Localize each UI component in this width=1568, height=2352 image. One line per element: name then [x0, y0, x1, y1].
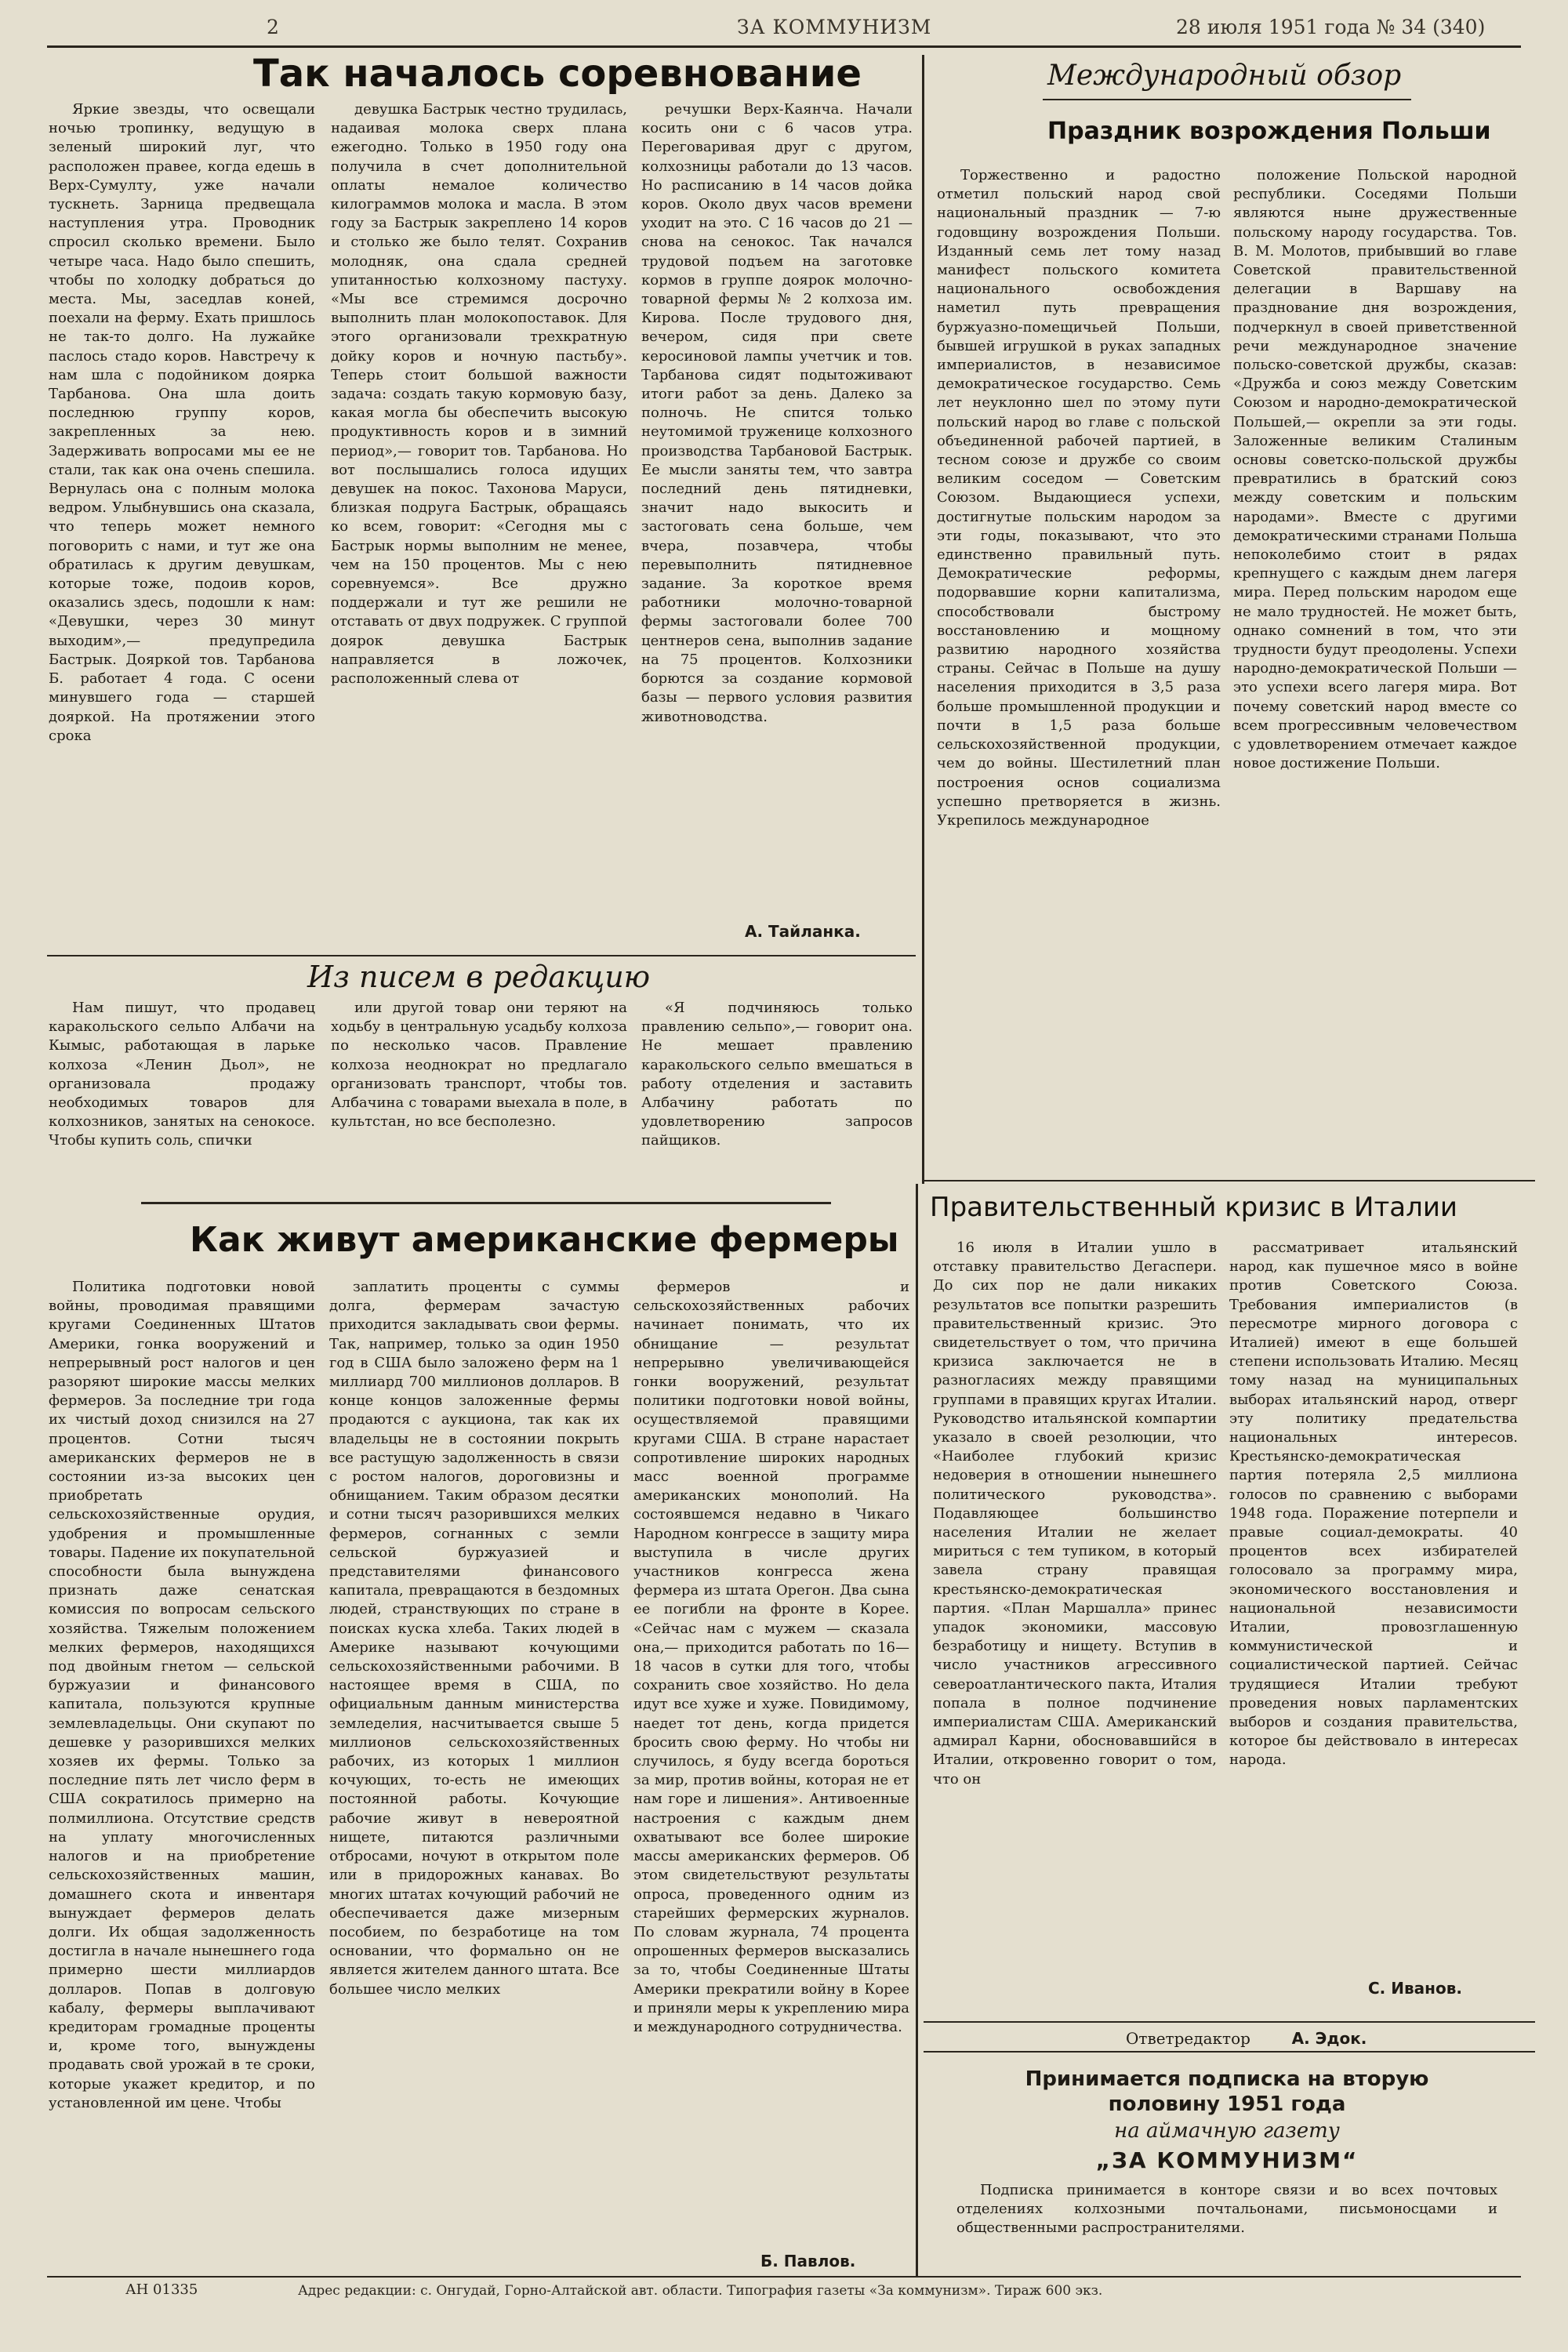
issue-date: 28 июля 1951 года № 34 (340) — [1176, 16, 1486, 38]
page-number: 2 — [267, 16, 279, 38]
editor-name: А. Эдок. — [1291, 2029, 1367, 2048]
italy-col2 — [1229, 1239, 1518, 1968]
letters-col2-text: или другой товар они теряют на ходьбу в центральную усадьбу колхоза по несколько часов. Правление колхоза неоднократ но предлагало организовать транспорт, чтобы тов. Албачина с товарами выехала в поле, в культстан, но все бесполезно. — [331, 1000, 627, 1131]
article2-col2-text: заплатить проценты с суммы долга, фермерам зачастую приходится закладывать свои фермы. Так, например, только за один 1950 год в США было заложено ферм на 1 миллиард 700 миллионов долларов. В конце концов заложенные фермы продаются с аукциона, так как их владельцы не в состоянии покрыть все растущую задолженность в связи с ростом налогов, дороговизны и обнищанием. Таким образом десятки и сотни тысяч разорившихся мелких фермеров, согнанных с земли сельской буржуазией и представителями финансового капитала, превращаются в бездомных людей, странствующих по стране в поисках куска хлеба. Таких людей в Америке называют кочующими сельскохозяйственными рабочими. В настоящее время в США, по официальным данным министерства земледелия, насчитывается свыше 5 миллионов сельскохозяйственных рабочих, из которых 1 миллион кочующих, то-есть не имеющих постоянной работы. Кочующие рабочие живут в невероятной нищете, питаются различными отбросами, ночуют в открытом поле или в придорожных канавах. Во многих штатах кочующий рабочий не обеспечивается даже мизерным пособием, по безработице на том основании, что формально он не является жителем данного штата. Все большее число мелких — [329, 1279, 619, 1998]
review-col2-text: положение Польской народной республики. Соседями Польши являются ныне дружественные польскому народу государства. Тов. В. М. Молотов, прибывший во главе Советской правительственной делегации в Варшаву на празднование дня возрождения, подчеркнул в своей приветственной речи международное значение польско-советской дружбы, сказав: «Дружба и союз между Советским Союзом и народно-демократической Польшей,— окрепли за эти годы. Заложенные великим Сталиным основы советско-польской дружбы превратились в братский союз между советским и польским народами». Вместе с другими демократическими странами Польша непоколебимо стоит в рядах крепнущего с каждым днем лагеря мира. Перед польским народом еще не мало трудностей. Не может быть, однако сомнений в том, что эти трудности будут преодолены. Успехи народно-демократической Польши — это успехи всего лагеря мира. Вот почему советский народ вместе со всем прогрессивным человечеством с удовлетворением отмечает каждое новое достижение Польши. — [1233, 167, 1517, 772]
article1-title: Так началось соревнование — [253, 52, 862, 96]
editor-label: Ответредактор — [1126, 2029, 1250, 2048]
italy-col2-text: рассматривает итальянский народ, как пушечное мясо в войне против Советского Союза. Требования империалистов (в пересмотре мирного договора с Италией) имеют в еще большей степени использовать Италию. Месяц тому назад на муниципальных выборах итальянский народ, отверг эту политику предательства национальных интересов. Крестьянско-демократическая партия потеряла 2,5 миллиона голосов по сравнению с выборами 1948 года. Поражение потерпели и правые социал-демократы. 40 процентов всех избирателей голосовало за программу мира, экономического восстановления и национальной независимости Италии, провозглашенную коммунистической и социалистической партией. Сейчас трудящиеся Италии требуют проведения новых парламентских выборов и создания правительства, которое бы действовало в интересах народа. — [1229, 1240, 1518, 1769]
letters-title: Из писем в редакцию — [307, 960, 651, 994]
rule-above-editor — [924, 2021, 1535, 2023]
letters-col3 — [641, 999, 913, 1187]
rule-above-footer — [47, 2276, 1521, 2278]
italy-col1 — [933, 1239, 1217, 2015]
review-col1-text: Торжественно и радостно отметил польский народ свой национальный праздник — 7-ю годовщину возрождения Польши. Изданный семь лет тому назад манифест польского комитета национального освобождения наметил путь превращения буржуазно-помещичьей Польши, бывшей игрушкой в руках западных империалистов, в независимое демократическое государство. Семь лет неуклонно шел по этому пути польский народ во главе с польской объединенной рабочей партией, в тесном союзе и дружбе со своим великим соседом — Советским Союзом. Выдающиеся успехи, достигнутые польским народом за эти годы, показывают, что это единственно правильный путь. Демократические реформы, подорвавшие корни капитализма, способствовали быстрому восстановлению и мощному развитию народного хозяйства страны. Сейчас в Польше на душу населения приходится в 3,5 раза больше промышленной продукции и почти в 1,5 раза больше сельскохозяйственной продукции, чем до войны. Шестилетний план построения основ социализма успешно претворяется в жизнь. Укрепилось международное — [937, 167, 1221, 829]
subscription-ad — [933, 2067, 1521, 2272]
rule-under-letters — [141, 1202, 831, 1204]
rule-below-editor — [924, 2051, 1535, 2053]
letters-col1 — [49, 999, 315, 1187]
article1-col2 — [331, 100, 627, 947]
newspaper-name: ЗА КОММУНИЗМ — [737, 16, 932, 38]
vertical-divider-main — [922, 55, 924, 1184]
article2-col2 — [329, 1278, 619, 2272]
italy-author: С. Иванов. — [1368, 1979, 1462, 1998]
review-title: Праздник возрождения Польши — [1047, 118, 1491, 145]
article1-col3-text: речушки Верх-Каянча. Начали косить они с 6 часов утра. Переговаривая друг с другом, колхозницы работали до 13 часов. Но расписанию в 14 часов дойка коров. Около двух часов времени уходит на это. С 16 часов до 21 — снова на сенокос. Так начался трудовой подъем на заготовке кормов в группе доярок молочно-товарной фермы № 2 колхоза им. Кирова. После трудового дня, вечером, сидя при свете керосиновой лампы учетчик и тов. Тарбанова сидят подытоживают итоги работ за день. Далеко за полночь. Не спится только неутомимой труженице колхозного производства Тарбановой Бастрык. Ее мысли заняты тем, что завтра последний день пятидневки, значит надо выкосить и застоговать сена больше, чем вчера, позавчера, чтобы перевыполнить пятидневное задание. За короткое время работники молочно-товарной фермы застоговали более 700 центнеров сена, выполнив задание на 75 процентов. Колхозники борются за создание кормовой базы — первого условия развития животноводства. — [641, 101, 913, 725]
editor-line — [1126, 2029, 1367, 2048]
article1-col1 — [49, 100, 315, 947]
review-heading: Международный обзор — [1047, 60, 1402, 92]
italy-title: Правительственный кризис в Италии — [930, 1192, 1458, 1223]
article1-col1-text: Яркие звезды, что освещали ночью тропинку, ведущую в зеленый широкий луг, что расположен правее, когда едешь в Верх-Сумулту, уже начали тускнеть. Зарница предвещала наступления утра. Проводник спросил сколько времени. Было четыре часа. Надо было спешить, чтобы по холодку добраться до места. Мы, заседлав коней, поехали на ферму. Ехать пришлось не так-то долго. На лужайке паслось стадо коров. Навстречу к нам шла с подойником доярка Тарбанова. Она шла доить последнюю группу коров, закрепленных за нею. Задерживать вопросами мы ее не стали, так как она очень спешила. Вернулась она с полным молока ведром. Улыбнувшись она сказала, что теперь может немного поговорить с нами, и тут же она обратилась к другим девушкам, которые тоже, подоив коров, оказались здесь, подошли к нам: «Девушки, через 30 минут выходим»,— предупредила Бастрык. Дояркой тов. Тарбанова Б. работает 4 года. С осени минувшего года — старшей дояркой. На протяжении этого срока — [49, 101, 315, 744]
article1-col3 — [641, 100, 913, 924]
article2-col3 — [633, 1278, 909, 2241]
footer-address: Адрес редакции: с. Онгудай, Горно-Алтайской авт. области. Типография газеты «За коммунизм». Тираж 600 экз. — [298, 2283, 1103, 2299]
vertical-divider-lower — [916, 1184, 918, 2278]
article2-author: Б. Павлов. — [760, 2252, 856, 2270]
article1-col2-text: девушка Бастрык честно трудилась, надаивая молока сверх плана ежегодно. Только в 1950 году она получила в счет дополнительной оплаты немалое количество килограммов молока и масла. В этом году за Бастрык закреплено 14 коров и столько же было телят. Сохранив молодняк, она сдала средней упитанностью колхозному пастуху. «Мы все стремимся досрочно выполнить план молокопоставок. Для этого организовали трехкратную дойку коров и ночную пастьбу». Теперь стоит большой важности задача: создать такую кормовую базу, какая могла бы обеспечить высокую продуктивность коров и в зимний период»,— говорит тов. Тарбанова. Но вот послышались голоса идущих девушек на покос. Тахонова Маруси, близкая подруга Бастрык, обращаясь ко всем, говорит: «Сегодня мы с Бастрык нормы выполним не менее, чем на 150 процентов. Мы с нею соревнуемся». Все дружно поддержали и тут же решили не отставать от двух подружек. С группой доярок девушка Бастрык направляется в ложочек, расположенный слева от — [331, 101, 627, 688]
article2-col3-text: фермеров и сельскохозяйственных рабочих начинает понимать, что их обнищание — результат непрерывно увеличивающейся гонки вооружений, результат политики подготовки новой войны, осуществляемой правящими кругами США. В стране нарастает сопротивление широких народных масс военной программе американских монополий. На состоявшемся недавно в Чикаго Народном конгрессе в защиту мира выступила в числе других участников конгресса жена фермера из штата Орегон. Два сына ее погибли на фронте в Корее. «Сейчас нам с мужем — сказала она,— приходится работать по 16—18 часов в сутки для того, чтобы сохранить свое хозяйство. Но дела идут все хуже и хуже. Повидимому, наедет тот день, когда придется бросить свою ферму. Но чтобы ни случилось, я буду всегда бороться за мир, против войны, которая не ет нам горе и лишения». Антивоенные настроения с каждым днем охватывают все более широкие массы американских фермеров. Об этом свидетельствуют результаты опроса, проведенного одним из старейших фермерских журналов. По словам журнала, 74 процента опрошенных фермеров высказались за то, чтобы Соединенные Штаты Америки прекратили войну в Корее и приняли меры к укреплению мира и международного сотрудничества. — [633, 1279, 909, 2035]
article2-col1-text: Политика подготовки новой войны, проводимая правящими кругами Соединенных Штатов Америки, гонка вооружений и непрерывный рост налогов и цен разоряют широкие массы мелких фермеров. За последние три года их чистый доход снизился на 27 процентов. Сотни тысяч американских фермеров не в состоянии из-за высоких цен приобретать сельскохозяйственные орудия, удобрения и промышленные товары. Падение их покупательной способности была вынуждена признать даже сенатская комиссия по вопросам сельского хозяйства. Тяжелым положением мелких фермеров, находящихся под двойным гнетом — сельской буржуазии и финансового капитала, пользуются крупные землевладельцы. Они скупают по дешевке у разорившихся мелких хозяев их фермы. Только за последние пять лет число ферм в США сократилось примерно на полмиллиона. Отсутствие средств на уплату многочисленных налогов и на приобретение сельскохозяйственных машин, домашнего скота и инвентаря вынуждает фермеров делать долги. Их общая задолженность достигла в начале нынешнего года примерно шести миллиардов долларов. Попав в долговую кабалу, фермеры выплачивают кредиторам громадные проценты и, кроме того, вынуждены продавать свой урожай в те сроки, которые укажет кредитор, и по установленной им цене. Чтобы — [49, 1279, 315, 2111]
article1-author: А. Тайланка. — [745, 922, 861, 941]
review-heading-rule — [1043, 99, 1411, 100]
header-rule — [47, 45, 1521, 48]
footer-code: АН 01335 — [125, 2281, 198, 2298]
letters-col1-text: Нам пишут, что продавец каракольского сельпо Албачи на Кымыс, работающая в ларьке колхоза «Ленин Дьол», не организовала продажу необходимых товаров для колхозников, занятых на сенокосе. Чтобы купить соль, спички — [49, 1000, 315, 1149]
rule-above-italy — [924, 1180, 1535, 1181]
subscription-line3: на аймачную газету — [1114, 2119, 1340, 2143]
letters-col2 — [331, 999, 627, 1187]
review-col2 — [1233, 166, 1517, 1168]
letters-col3-text: «Я подчиняюсь только правлению сельпо»,— говорит она. Не мешает правлению каракольского сельпо вмешаться в работу отделения и заставить Албачину работать по удовлетворению запросов пайщиков. — [641, 1000, 913, 1149]
rule-under-article1 — [47, 955, 916, 956]
review-col1 — [937, 166, 1221, 1168]
subscription-body: Подписка принимается в конторе связи и во всех почтовых отделениях колхозными почтальонами, письмоносцами и общественными распространителями. — [956, 2182, 1497, 2236]
article2-title: Как живут американские фермеры — [190, 1220, 899, 1260]
page-header — [0, 6, 1568, 44]
subscription-line4: „ЗА КОММУНИЗМ“ — [1095, 2147, 1359, 2173]
subscription-line1: Принимается подписка на вторую — [1025, 2067, 1429, 2091]
italy-col1-text: 16 июля в Италии ушло в отставку правительство Дегаспери. До сих пор не дали никаких результатов все попытки разрешить правительственный кризис. Это свидетельствует о том, что причина кризиса заключается не в разногласиях между правящими группами в правящих кругах Италии. Руководство итальянской компартии указало в своей резолюции, что «Наиболее глубокий кризис недоверия в отношении нынешнего политического руководства». Подавляющее большинство населения Италии не желает мириться с тем тупиком, в который завела страну правящая крестьянско-демократическая партия. «План Маршалла» принес упадок экономики, массовую безработицу и нищету. Вступив в число участников агрессивного североатлантического пакта, Италия попала в полное подчинение империалистам США. Американский адмирал Карни, обосновавшийся в Италии, откровенно говорит о том, что он — [933, 1240, 1217, 1788]
subscription-line2: половину 1951 года — [1108, 2092, 1346, 2116]
article2-col1 — [49, 1278, 315, 2272]
